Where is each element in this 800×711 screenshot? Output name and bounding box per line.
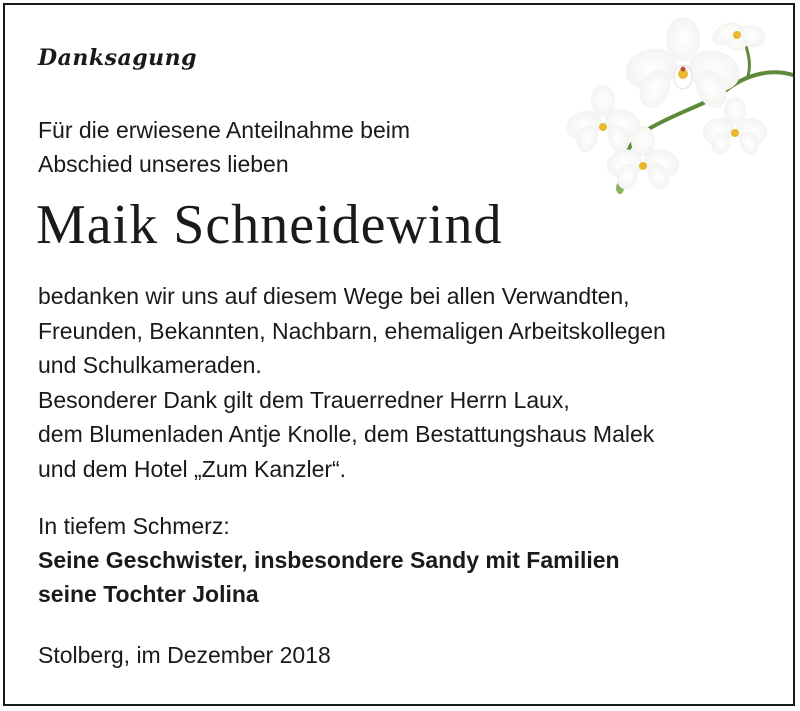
intro-line: Für die erwiesene Anteilnahme beim: [38, 117, 411, 143]
closing-block: [38, 509, 620, 611]
intro-text: [38, 113, 410, 181]
deceased-name: Maik Schneidewind: [36, 194, 503, 256]
thanks-line: dem Blumenladen Antje Knolle, dem Bestattungshaus Malek: [38, 421, 655, 447]
intro-line: Abschied unseres lieben: [38, 151, 289, 177]
thanks-line: und Schulkameraden.: [38, 352, 262, 378]
thanks-text: [38, 279, 666, 486]
closing-intro: In tiefem Schmerz:: [38, 513, 230, 539]
thanks-line: Freunden, Bekannten, Nachbarn, ehemaligen Arbeitskollegen: [38, 317, 666, 344]
mourner-line: Seine Geschwister, insbesondere Sandy mit Familien: [38, 547, 620, 573]
obituary-card: [3, 3, 795, 706]
thanks-line: Besonderer Dank gilt dem Trauerredner Herrn Laux,: [38, 386, 570, 413]
thanks-line: bedanken wir uns auf diesem Wege bei allen Verwandten,: [38, 283, 630, 309]
thanks-line: und dem Hotel „Zum Kanzler“.: [38, 455, 347, 482]
heading: Danksagung: [38, 45, 197, 71]
place-date: Stolberg, im Dezember 2018: [38, 642, 331, 668]
orchid-flower-icon: [565, 13, 795, 203]
mourner-line: seine Tochter Jolina: [38, 581, 259, 607]
